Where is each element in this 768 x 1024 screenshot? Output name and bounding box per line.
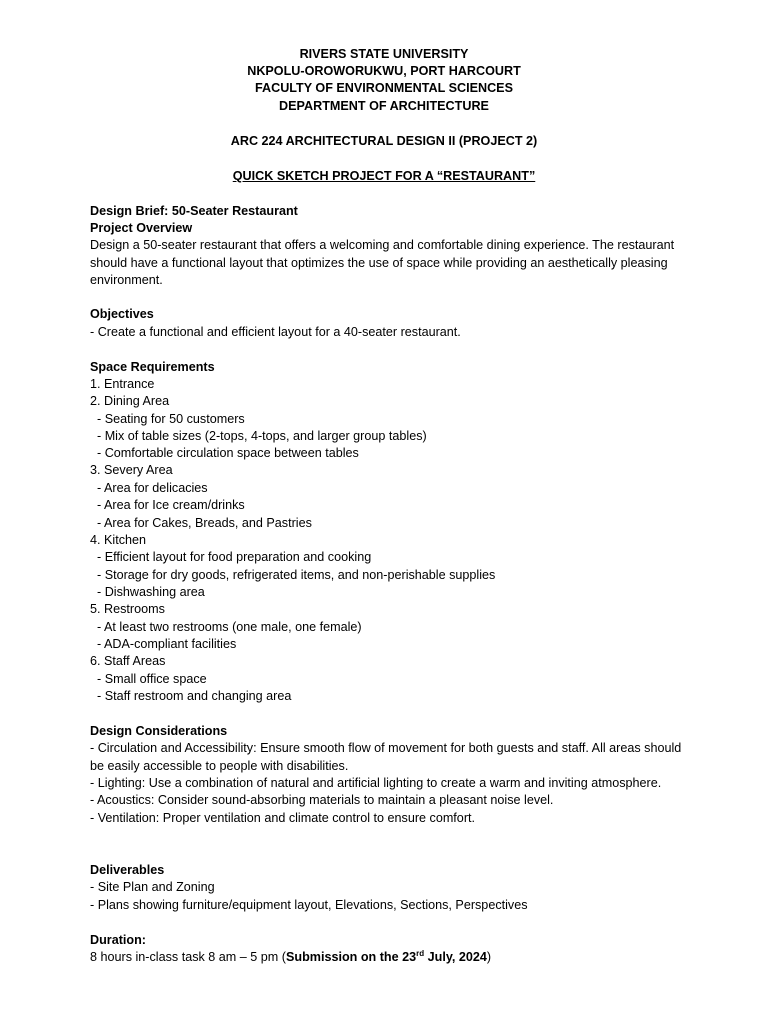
space-line-severy: 3. Severy Area <box>90 463 173 477</box>
duration-suffix: ) <box>486 950 492 964</box>
overview-line-1: Design a 50-seater restaurant that offers a welcoming and comfortable dining experience. The restaurant <box>90 238 675 252</box>
space-line-staff: 6. Staff Areas <box>90 654 166 668</box>
project-title: QUICK SKETCH PROJECT FOR A “RESTAURANT” <box>232 169 536 183</box>
university-address: NKPOLU-OROWORUKWU, PORT HARCOURT <box>247 64 521 78</box>
submission-date-part1: Submission on the 23 <box>285 950 417 964</box>
university-name: RIVERS STATE UNIVERSITY <box>299 47 469 61</box>
deliverables-heading: Deliverables <box>90 863 165 877</box>
space-line-kitchen: 4. Kitchen <box>90 533 147 547</box>
design-brief-heading: Design Brief: 50-Seater Restaurant <box>90 204 298 218</box>
space-line: - Dishwashing area <box>90 585 205 599</box>
consideration-line-3: - Lighting: Use a combination of natural and artificial lighting to create a warm and inviting atmosphere. <box>90 776 662 790</box>
space-line: - Efficient layout for food preparation and cooking <box>90 550 372 564</box>
course-title: ARC 224 ARCHITECTURAL DESIGN II (PROJECT 2) <box>230 134 538 148</box>
deliverable-item-2: - Plans showing furniture/equipment layout, Elevations, Sections, Perspectives <box>90 898 528 912</box>
duration-prefix: 8 hours in-class task 8 am – 5 pm ( <box>90 950 286 964</box>
consideration-line-4: - Acoustics: Consider sound-absorbing materials to maintain a pleasant noise level. <box>90 793 554 807</box>
space-line-restrooms: 5. Restrooms <box>90 602 165 616</box>
space-line: - Mix of table sizes (2-tops, 4-tops, and larger group tables) <box>90 429 427 443</box>
objectives-heading: Objectives <box>90 307 154 321</box>
department-name: DEPARTMENT OF ARCHITECTURE <box>279 99 489 113</box>
space-line: - Storage for dry goods, refrigerated items, and non-perishable supplies <box>90 568 496 582</box>
duration-heading: Duration: <box>90 933 146 947</box>
space-line: - ADA-compliant facilities <box>90 637 237 651</box>
overview-line-3: environment. <box>90 273 163 287</box>
consideration-line-1: - Circulation and Accessibility: Ensure smooth flow of movement for both guests and staff. All areas should <box>90 741 682 755</box>
design-considerations-heading: Design Considerations <box>90 724 228 738</box>
space-line: - Comfortable circulation space between tables <box>90 446 359 460</box>
space-line: - Small office space <box>90 672 207 686</box>
space-line-dining: 2. Dining Area <box>90 394 170 408</box>
space-line: - Area for Ice cream/drinks <box>90 498 245 512</box>
project-overview-heading: Project Overview <box>90 221 193 235</box>
submission-date-part2: July, 2024 <box>424 950 487 964</box>
deliverable-item-1: - Site Plan and Zoning <box>90 880 215 894</box>
objective-item: - Create a functional and efficient layout for a 40-seater restaurant. <box>90 325 461 339</box>
space-line: - Area for delicacies <box>90 481 208 495</box>
overview-line-2: should have a functional layout that optimizes the use of space while providing an aesthetically pleasing <box>90 256 668 270</box>
duration-text <box>90 950 491 964</box>
faculty-name: FACULTY OF ENVIRONMENTAL SCIENCES <box>255 81 513 95</box>
consideration-line-5: - Ventilation: Proper ventilation and climate control to ensure comfort. <box>90 811 476 825</box>
space-line: - Staff restroom and changing area <box>90 689 292 703</box>
space-line-entrance: 1. Entrance <box>90 377 155 391</box>
space-line: - At least two restrooms (one male, one female) <box>90 620 362 634</box>
space-requirements-heading: Space Requirements <box>90 360 215 374</box>
space-line: - Area for Cakes, Breads, and Pastries <box>90 516 312 530</box>
submission-date-superscript: rd <box>416 948 425 958</box>
consideration-line-2: be easily accessible to people with disabilities. <box>90 759 349 773</box>
space-line: - Seating for 50 customers <box>90 412 245 426</box>
